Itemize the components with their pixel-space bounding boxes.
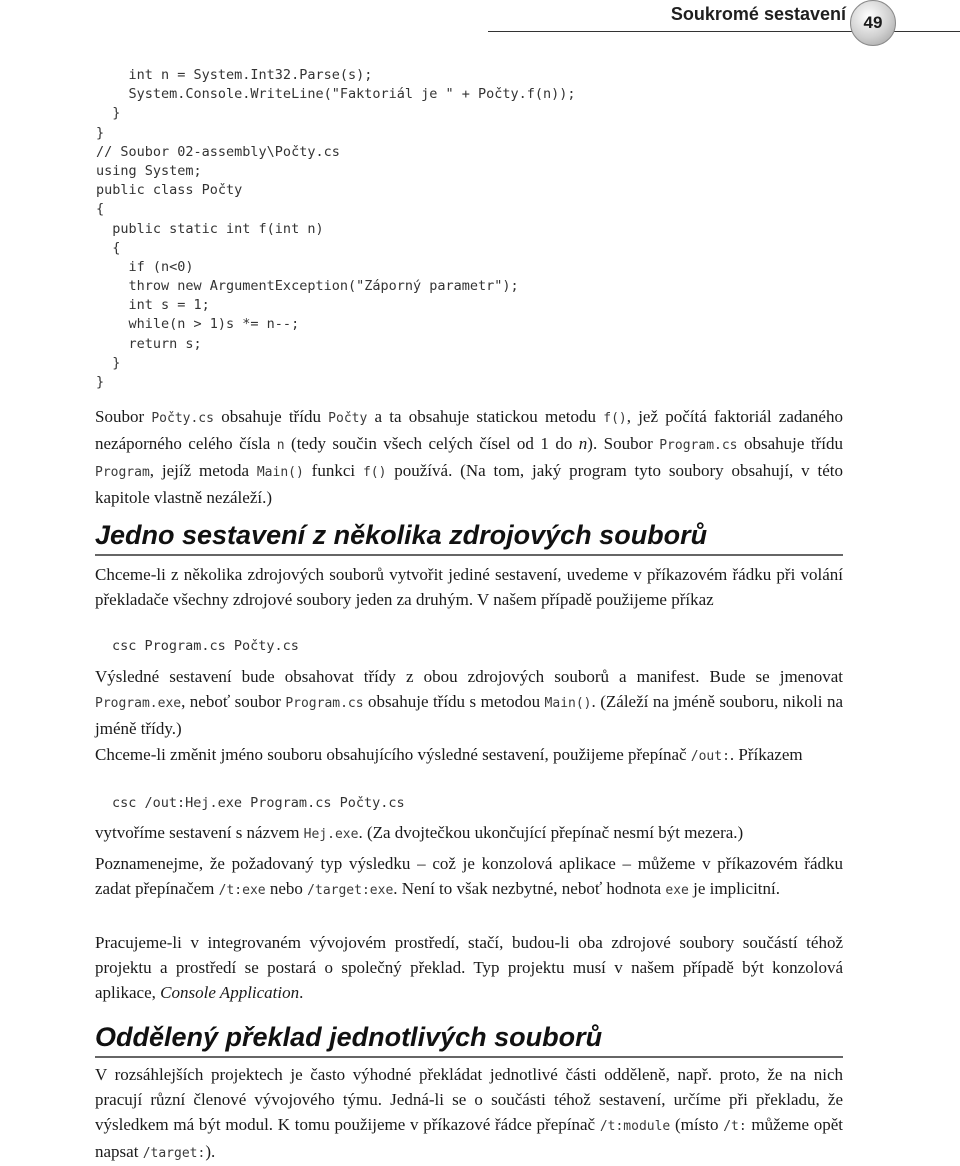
paragraph-ide: Pracujeme-li v integrovaném vývojovém prostředí, stačí, budou-li oba zdrojové soubory součástí téhož projektu a prostředí se postará o společný překlad. Typ projektu musí v našem případě být konzolová aplikace, Console Application. — [95, 933, 843, 1002]
paragraph-result-assembly: Výsledné sestavení bude obsahovat třídy z obou zdrojových souborů a manifest. Bude se jmenovat Program.exe, neboť soubor Program.cs obsahuje třídu s metodou Main(). (Záleží na jméně souboru, nikoli na jméně třídy.) — [95, 667, 843, 738]
code-line: System.Console.WriteLine("Faktoriál je " + Počty.f(n)); — [96, 86, 576, 103]
paragraph-multiple-sources: Chceme-li z několika zdrojových souborů vytvořit jediné sestavení, uvedeme v příkazovém řádku při volání překladače všechny zdrojové soubory jeden za druhým. V našem případě použijeme příkaz — [95, 565, 843, 609]
code-line: int s = 1; — [96, 297, 210, 314]
code-line: return s; — [96, 335, 202, 352]
command-compile-both: csc Program.cs Počty.cs — [112, 638, 299, 654]
paragraph-files-description: Soubor Počty.cs obsahuje třídu Počty a ta obsahuje statickou metodu f(), jež počítá faktoriál zadaného nezáporného celého čísla n (tedy součin všech celých čísel od 1 do n). Soubor Program.cs obsahuje třídu Program, jejíž metoda Main() funkci f() používá. (Na tom, jaký program tyto soubory obsahují, v této kapitole vlastně nezáleží.) — [95, 407, 843, 507]
command-compile-out: csc /out:Hej.exe Program.cs Počty.cs — [112, 795, 405, 811]
code-line: using System; — [96, 162, 202, 179]
code-line: } — [96, 374, 105, 390]
code-line: int n = System.Int32.Parse(s); — [96, 67, 373, 83]
page-number: 49 — [863, 13, 883, 32]
paragraph-hej-exe: vytvoříme sestavení s názvem Hej.exe. (Za dvojtečkou ukončující přepínač nesmí být mezera.) — [95, 823, 744, 842]
code-line: public static int f(int n) — [96, 220, 324, 237]
paragraph-target-switch: Poznamenejme, že požadovaný typ výsledku – což je konzolová aplikace – můžeme v příkazovém řádku zadat přepínačem /t:exe nebo /target:exe. Není to však nezbytné, neboť hodnota exe je implicitní. — [95, 854, 843, 898]
page-number-badge — [850, 0, 896, 46]
code-line: { — [96, 201, 105, 218]
code-line: public class Počty — [96, 182, 243, 199]
section-heading-single-assembly: Jedno sestavení z několika zdrojových souborů — [95, 518, 843, 556]
paragraph-out-switch: Chceme-li změnit jméno souboru obsahujícího výsledné sestavení, použijeme přepínač /out:. Příkazem — [95, 745, 803, 764]
section-heading-separate-compilation: Oddělený překlad jednotlivých souborů — [95, 1020, 843, 1058]
code-line: } — [96, 124, 105, 141]
running-title: Soukromé sestavení — [670, 4, 846, 24]
paragraph-modules: V rozsáhlejších projektech je často výhodné překládat jednotlivé části odděleně, např. proto, že na nich pracují různí členové vývojového týmu. Jedná-li se o součásti téhož sestavení, určíme při překladu, že výsledkem má být modul. K tomu použijeme v příkazové řádce přepínač /t:module (místo /t: můžeme opět napsat /target:). — [95, 1065, 843, 1161]
code-line: // Soubor 02-assembly\Počty.cs — [96, 143, 340, 160]
code-line: { — [96, 239, 121, 256]
code-line: } — [96, 354, 121, 371]
code-line: } — [96, 105, 121, 122]
code-line: if (n<0) — [96, 258, 194, 275]
code-listing — [96, 66, 576, 392]
code-line: throw new ArgumentException("Záporný parametr"); — [96, 278, 519, 295]
code-line: while(n > 1)s *= n--; — [96, 316, 300, 333]
page-header — [0, 0, 960, 40]
